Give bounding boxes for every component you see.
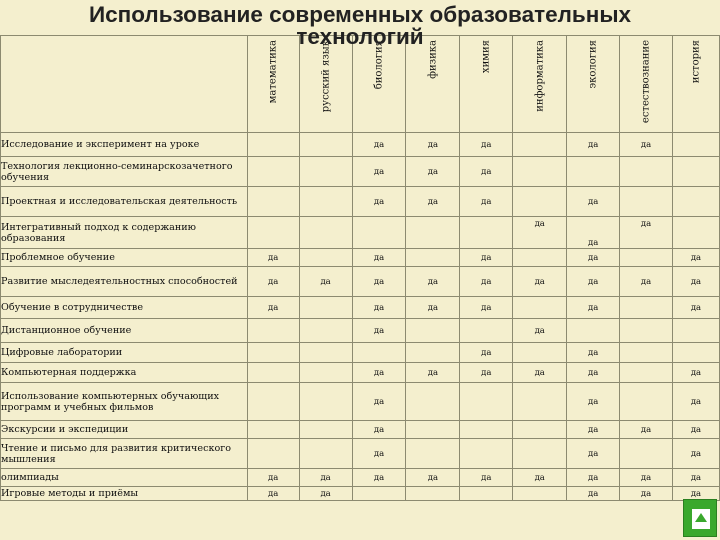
table-cell: да [352, 249, 406, 267]
table-cell [247, 217, 299, 249]
table-cell: да [406, 187, 460, 217]
table-cell: да [352, 297, 406, 319]
table-cell: да [672, 469, 719, 487]
table-cell [460, 383, 513, 421]
table-cell: да [299, 487, 352, 501]
table-cell: да [567, 297, 620, 319]
table-cell: да [513, 319, 567, 343]
table-cell [247, 363, 299, 383]
table-row [1, 343, 720, 363]
table-cell [567, 319, 620, 343]
row-label: Проектная и исследовательская деятельность [1, 187, 248, 217]
table-cell: да [567, 133, 620, 157]
table-cell [299, 319, 352, 343]
table-cell [352, 343, 406, 363]
table-cell [299, 343, 352, 363]
row-label: Цифровые лаборатории [1, 343, 248, 363]
title-line-2: технологий [296, 24, 424, 49]
table-cell [513, 487, 567, 501]
table-cell: да [247, 249, 299, 267]
table-cell [406, 249, 460, 267]
table-cell: да [352, 439, 406, 469]
table-cell [299, 297, 352, 319]
row-label: Обучение в сотрудничестве [1, 297, 248, 319]
table-cell: да [620, 469, 673, 487]
table-cell [299, 439, 352, 469]
subject-label: информатика [534, 40, 546, 112]
table-cell [247, 343, 299, 363]
table-cell: да [460, 469, 513, 487]
table-cell: да [352, 469, 406, 487]
table-cell [247, 383, 299, 421]
subject-label: биология [373, 40, 385, 90]
subject-header [460, 36, 513, 133]
table-cell [513, 249, 567, 267]
table-cell [513, 383, 567, 421]
table-cell [299, 217, 352, 249]
table-row [1, 421, 720, 439]
table-cell: да [672, 487, 719, 501]
table-cell: да [567, 383, 620, 421]
table-cell: да [247, 267, 299, 297]
table-cell: да [513, 267, 567, 297]
subject-label: химия [480, 40, 492, 74]
table-cell: да [567, 469, 620, 487]
table-cell: да [672, 297, 719, 319]
title-line-1: Использование современных образовательных [88, 2, 632, 27]
table-cell: да [620, 133, 673, 157]
table-row [1, 319, 720, 343]
table-cell: да [406, 133, 460, 157]
table-cell: да [513, 469, 567, 487]
table-cell: да [406, 157, 460, 187]
table-cell [406, 439, 460, 469]
table-row [1, 469, 720, 487]
table-cell: да [620, 267, 673, 297]
table-cell: да [247, 297, 299, 319]
subject-label: история [690, 40, 702, 84]
subject-header [352, 36, 406, 133]
table-cell: да [352, 363, 406, 383]
table-cell [406, 217, 460, 249]
table-cell: да [672, 421, 719, 439]
table-cell [620, 249, 673, 267]
table-row [1, 133, 720, 157]
subject-header [513, 36, 567, 133]
table-cell: да [567, 439, 620, 469]
table-cell [352, 217, 406, 249]
table-cell [620, 297, 673, 319]
table-cell [513, 343, 567, 363]
row-label: Исследование и эксперимент на уроке [1, 133, 248, 157]
table-row [1, 363, 720, 383]
table-cell [513, 421, 567, 439]
table-cell: да [567, 249, 620, 267]
table-cell [672, 157, 719, 187]
table-cell [299, 363, 352, 383]
table-cell [513, 157, 567, 187]
table-cell: да [460, 297, 513, 319]
row-label: Экскурсии и экспедиции [1, 421, 248, 439]
table-cell: да [247, 469, 299, 487]
row-label: Игровые методы и приёмы [1, 487, 248, 501]
row-label: олимпиады [1, 469, 248, 487]
row-label: Чтение и письмо для развития критического мышления [1, 439, 248, 469]
table-cell: да [352, 319, 406, 343]
table-cell [406, 487, 460, 501]
table-cell [620, 383, 673, 421]
subject-label: экология [587, 40, 599, 89]
table-cell [672, 217, 719, 249]
subject-label: математика [267, 40, 279, 104]
table-row [1, 157, 720, 187]
row-label: Дистанционное обучение [1, 319, 248, 343]
table-cell: да [460, 187, 513, 217]
table-cell: да [460, 133, 513, 157]
table-cell [406, 421, 460, 439]
row-label: Развитие мыследеятельностных способностей [1, 267, 248, 297]
table-cell: да [567, 267, 620, 297]
table-cell: да [620, 487, 673, 501]
subject-label: русский язык [320, 40, 332, 113]
table-cell [460, 487, 513, 501]
table-cell [247, 133, 299, 157]
table-cell: да [567, 363, 620, 383]
subject-label: физика [427, 40, 439, 79]
table-cell [672, 133, 719, 157]
table-cell: да [352, 383, 406, 421]
table-cell: да [352, 133, 406, 157]
table-cell: да [406, 267, 460, 297]
table-cell [460, 439, 513, 469]
table-cell: да [672, 363, 719, 383]
table-cell [406, 319, 460, 343]
table-cell: да [672, 383, 719, 421]
table-cell: да [672, 439, 719, 469]
table-cell [247, 439, 299, 469]
home-icon [692, 509, 710, 529]
table-row [1, 297, 720, 319]
table-cell: да [460, 267, 513, 297]
table-cell [672, 187, 719, 217]
row-label: Использование компьютерных обучающих программ и учебных фильмов [1, 383, 248, 421]
table-cell [620, 319, 673, 343]
table-cell: да [672, 249, 719, 267]
table-row [1, 217, 720, 249]
table-cell: да [406, 297, 460, 319]
table-cell: да [567, 421, 620, 439]
table-cell [672, 319, 719, 343]
subject-header [567, 36, 620, 133]
table-cell [299, 421, 352, 439]
table-cell: да [567, 187, 620, 217]
table-cell [352, 487, 406, 501]
row-label: Интегративный подход к содержанию образования [1, 217, 248, 249]
row-label: Компьютерная поддержка [1, 363, 248, 383]
table-cell [299, 157, 352, 187]
table-cell: да [513, 363, 567, 383]
table-cell [247, 187, 299, 217]
table-cell [620, 157, 673, 187]
table-cell: да [247, 487, 299, 501]
table-cell: да [567, 487, 620, 501]
table-cell [460, 421, 513, 439]
page-title [0, 4, 720, 48]
table-cell: да [513, 217, 567, 249]
table-cell [299, 383, 352, 421]
table-cell [299, 249, 352, 267]
table-cell [620, 187, 673, 217]
table-cell [460, 319, 513, 343]
table-row [1, 383, 720, 421]
table-cell [460, 217, 513, 249]
table-cell: да [406, 363, 460, 383]
table-cell [567, 157, 620, 187]
table-row [1, 487, 720, 501]
table-cell: да [299, 469, 352, 487]
table-cell [247, 319, 299, 343]
table-cell [406, 343, 460, 363]
table-row [1, 187, 720, 217]
table-cell: да [620, 217, 673, 249]
subject-header-row [1, 36, 720, 133]
table-cell: да [567, 217, 620, 249]
table-cell: да [352, 187, 406, 217]
table-cell [247, 421, 299, 439]
table-cell: да [352, 421, 406, 439]
table-cell [620, 343, 673, 363]
table-cell [513, 133, 567, 157]
subject-header [672, 36, 719, 133]
corner-cell [1, 36, 248, 133]
table-cell [299, 187, 352, 217]
table-cell: да [406, 469, 460, 487]
table-cell: да [672, 267, 719, 297]
subject-label: естествознание [640, 40, 652, 124]
table-cell [620, 439, 673, 469]
subject-header [620, 36, 673, 133]
table-cell: да [460, 249, 513, 267]
table-cell: да [352, 157, 406, 187]
subject-header [406, 36, 460, 133]
table-cell [299, 133, 352, 157]
home-button[interactable] [683, 499, 717, 537]
table-cell: да [352, 267, 406, 297]
table-cell: да [460, 343, 513, 363]
subject-header [299, 36, 352, 133]
table-cell: да [620, 421, 673, 439]
table-row [1, 249, 720, 267]
table-cell [620, 363, 673, 383]
table-cell [513, 439, 567, 469]
table-cell: да [460, 363, 513, 383]
technologies-table [0, 35, 720, 501]
table-cell [513, 187, 567, 217]
table-cell: да [460, 157, 513, 187]
table-cell: да [567, 343, 620, 363]
table-cell [406, 383, 460, 421]
table-cell [247, 157, 299, 187]
table-cell: да [299, 267, 352, 297]
row-label: Технология лекционно-семинарскозачетного обучения [1, 157, 248, 187]
table-cell [513, 297, 567, 319]
table-row [1, 267, 720, 297]
subject-header [247, 36, 299, 133]
table-row [1, 439, 720, 469]
row-label: Проблемное обучение [1, 249, 248, 267]
table-cell [672, 343, 719, 363]
